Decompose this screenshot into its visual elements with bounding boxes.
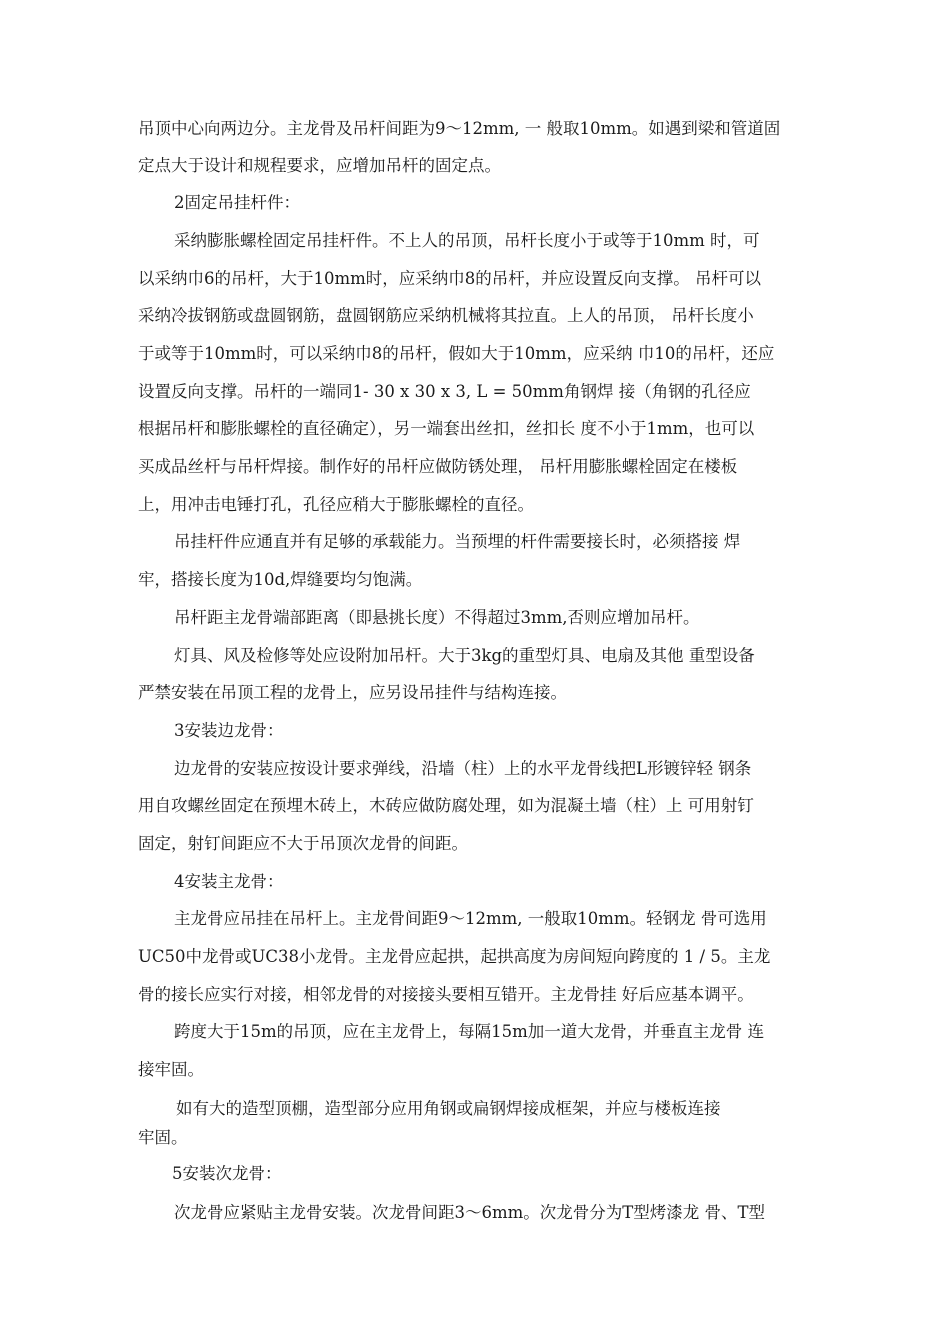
text-line: 边龙骨的安装应按设计要求弹线，沿墙（柱）上的水平龙骨线把L形镀锌轻 钢条: [174, 759, 752, 778]
text-line: 设置反向支撑。吊杆的一端同1- 30 x 30 x 3, L = 50mm角钢焊 接（角钢的孔径应: [138, 382, 751, 401]
text-line: 固定，射钉间距应不大于吊顶次龙骨的间距。: [138, 834, 468, 853]
text-line: 次龙骨应紧贴主龙骨安装。次龙骨间距3〜6mm。次龙骨分为T型烤漆龙 骨、T型: [174, 1203, 766, 1222]
section-heading: 5安装次龙骨：: [172, 1164, 282, 1183]
text-line: 吊杆距主龙骨端部距离（即悬挑长度）不得超过3mm,否则应增加吊杆。: [174, 608, 700, 627]
text-line: 跨度大于15m的吊顶，应在主龙骨上，每隔15m加一道大龙骨，并垂直主龙骨 连: [174, 1022, 765, 1041]
text-line: 牢，搭接长度为10d,焊缝要均匀饱满。: [138, 570, 423, 589]
text-line: 以采纳巾6的吊杆，大于10mm时，应采纳巾8的吊杆，并应设置反向支撑。 吊杆可以: [138, 269, 762, 288]
text-line: 买成品丝杆与吊杆焊接。制作好的吊杆应做防锈处理， 吊杆用膨胀螺栓固定在楼板: [138, 457, 738, 476]
text-line: 接牢固。: [138, 1060, 204, 1079]
text-line: 吊挂杆件应通直并有足够的承载能力。当预埋的杆件需要接长时，必须搭接 焊: [174, 532, 741, 551]
text-line: 根据吊杆和膨胀螺栓的直径确定），另一端套出丝扣，丝扣长 度不小于1mm，也可以: [138, 419, 755, 438]
section-heading: 2固定吊挂杆件：: [174, 193, 300, 212]
text-line: 主龙骨应吊挂在吊杆上。主龙骨间距9〜12mm, 一般取10mm。轻钢龙 骨可选用: [174, 909, 767, 928]
text-line: 吊顶中心向两边分。主龙骨及吊杆间距为9〜12mm, 一 般取10mm。如遇到梁和管道固: [138, 119, 781, 138]
text-line: 骨的接长应实行对接，相邻龙骨的对接接头要相互错开。主龙骨挂 好后应基本调平。: [138, 985, 754, 1004]
text-line: UC50中龙骨或UC38小龙骨。主龙骨应起拱，起拱高度为房间短向跨度的 1 / 5。主龙: [138, 947, 771, 966]
section-heading: 4安装主龙骨：: [174, 872, 284, 891]
text-line: 定点大于设计和规程要求，应增加吊杆的固定点。: [138, 156, 501, 175]
text-line: 于或等于10mm时，可以采纳巾8的吊杆，假如大于10mm，应采纳 巾10的吊杆，还应: [138, 344, 775, 363]
section-heading: 3安装边龙骨：: [174, 721, 284, 740]
text-line: 用自攻螺丝固定在预埋木砖上，木砖应做防腐处理，如为混凝土墙（柱）上 可用射钉: [138, 796, 754, 815]
text-line: 采纳冷拔钢筋或盘圆钢筋，盘圆钢筋应采纳机械将其拉直。上人的吊顶， 吊杆长度小: [138, 306, 754, 325]
text-line: 如有大的造型顶棚，造型部分应用角钢或扁钢焊接成框架，并应与楼板连接: [176, 1099, 721, 1118]
text-line: 灯具、风及检修等处应设附加吊杆。大于3kg的重型灯具、电扇及其他 重型设备: [174, 646, 755, 665]
text-line: 上，用冲击电锤打孔，孔径应稍大于膨胀螺栓的直径。: [138, 495, 534, 514]
text-line: 采纳膨胀螺栓固定吊挂杆件。不上人的吊顶，吊杆长度小于或等于10mm 时，可: [174, 231, 760, 250]
text-line: 牢固。: [138, 1128, 188, 1147]
text-line: 严禁安装在吊顶工程的龙骨上，应另设吊挂件与结构连接。: [138, 683, 567, 702]
